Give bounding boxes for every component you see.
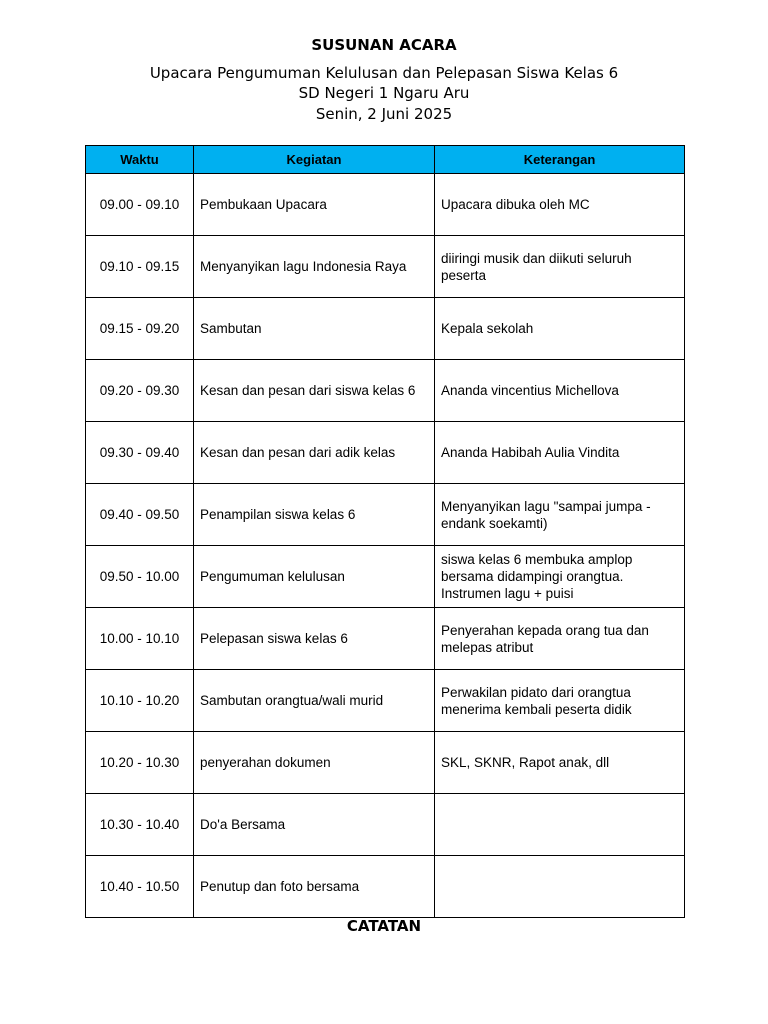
activity-cell: Sambutan orangtua/wali murid [194, 670, 435, 732]
activity-cell: Sambutan [194, 298, 435, 360]
time-cell: 09.50 - 10.00 [86, 546, 194, 608]
event-date: Senin, 2 Juni 2025 [315, 105, 453, 123]
activity-cell: Pengumuman kelulusan [194, 546, 435, 608]
time-cell: 09.00 - 09.10 [86, 174, 194, 236]
activity-cell: Kesan dan pesan dari siswa kelas 6 [194, 360, 435, 422]
time-cell: 10.00 - 10.10 [86, 608, 194, 670]
time-cell: 09.15 - 09.20 [86, 298, 194, 360]
table-row [86, 608, 685, 670]
time-cell: 10.40 - 10.50 [86, 856, 194, 918]
time-cell: 09.40 - 09.50 [86, 484, 194, 546]
note-cell: Kepala sekolah [435, 298, 685, 360]
note-cell [435, 794, 685, 856]
time-cell: 09.20 - 09.30 [86, 360, 194, 422]
note-cell: Perwakilan pidato dari orangtua menerima kembali peserta didik [435, 670, 685, 732]
activity-cell: Pelepasan siswa kelas 6 [194, 608, 435, 670]
schedule-table [85, 145, 685, 918]
note-cell: Ananda vincentius Michellova [435, 360, 685, 422]
school-name: SD Negeri 1 Ngaru Aru [298, 84, 470, 102]
activity-cell: penyerahan dokumen [194, 732, 435, 794]
time-cell: 09.30 - 09.40 [86, 422, 194, 484]
table-row [86, 298, 685, 360]
table-row [86, 732, 685, 794]
table-row [86, 546, 685, 608]
note-cell [435, 856, 685, 918]
note-cell: SKL, SKNR, Rapot anak, dll [435, 732, 685, 794]
note-cell: Penyerahan kepada orang tua dan melepas atribut [435, 608, 685, 670]
table-row [86, 670, 685, 732]
activity-cell: Do'a Bersama [194, 794, 435, 856]
note-cell: diiringi musik dan diikuti seluruh peserta [435, 236, 685, 298]
note-cell: Ananda Habibah Aulia Vindita [435, 422, 685, 484]
table-row [86, 174, 685, 236]
activity-cell: Pembukaan Upacara [194, 174, 435, 236]
activity-cell: Penampilan siswa kelas 6 [194, 484, 435, 546]
note-cell: siswa kelas 6 membuka amplop bersama didampingi orangtua. Instrumen lagu + puisi [435, 546, 685, 608]
activity-cell: Kesan dan pesan dari adik kelas [194, 422, 435, 484]
activity-cell: Penutup dan foto bersama [194, 856, 435, 918]
notes-heading: CATATAN [346, 917, 422, 935]
document-title: SUSUNAN ACARA [311, 36, 457, 54]
column-header-keterangan: Keterangan [435, 146, 685, 174]
table-row [86, 360, 685, 422]
time-cell: 10.20 - 10.30 [86, 732, 194, 794]
table-row [86, 856, 685, 918]
activity-cell: Menyanyikan lagu Indonesia Raya [194, 236, 435, 298]
table-row [86, 794, 685, 856]
note-cell: Upacara dibuka oleh MC [435, 174, 685, 236]
time-cell: 10.30 - 10.40 [86, 794, 194, 856]
column-header-kegiatan: Kegiatan [194, 146, 435, 174]
time-cell: 09.10 - 09.15 [86, 236, 194, 298]
table-row [86, 236, 685, 298]
time-cell: 10.10 - 10.20 [86, 670, 194, 732]
table-header-row [86, 146, 685, 174]
column-header-waktu: Waktu [86, 146, 194, 174]
table-row [86, 422, 685, 484]
note-cell: Menyanyikan lagu "sampai jumpa - endank soekamti) [435, 484, 685, 546]
event-name: Upacara Pengumuman Kelulusan dan Pelepasan Siswa Kelas 6 [149, 64, 619, 82]
table-row [86, 484, 685, 546]
